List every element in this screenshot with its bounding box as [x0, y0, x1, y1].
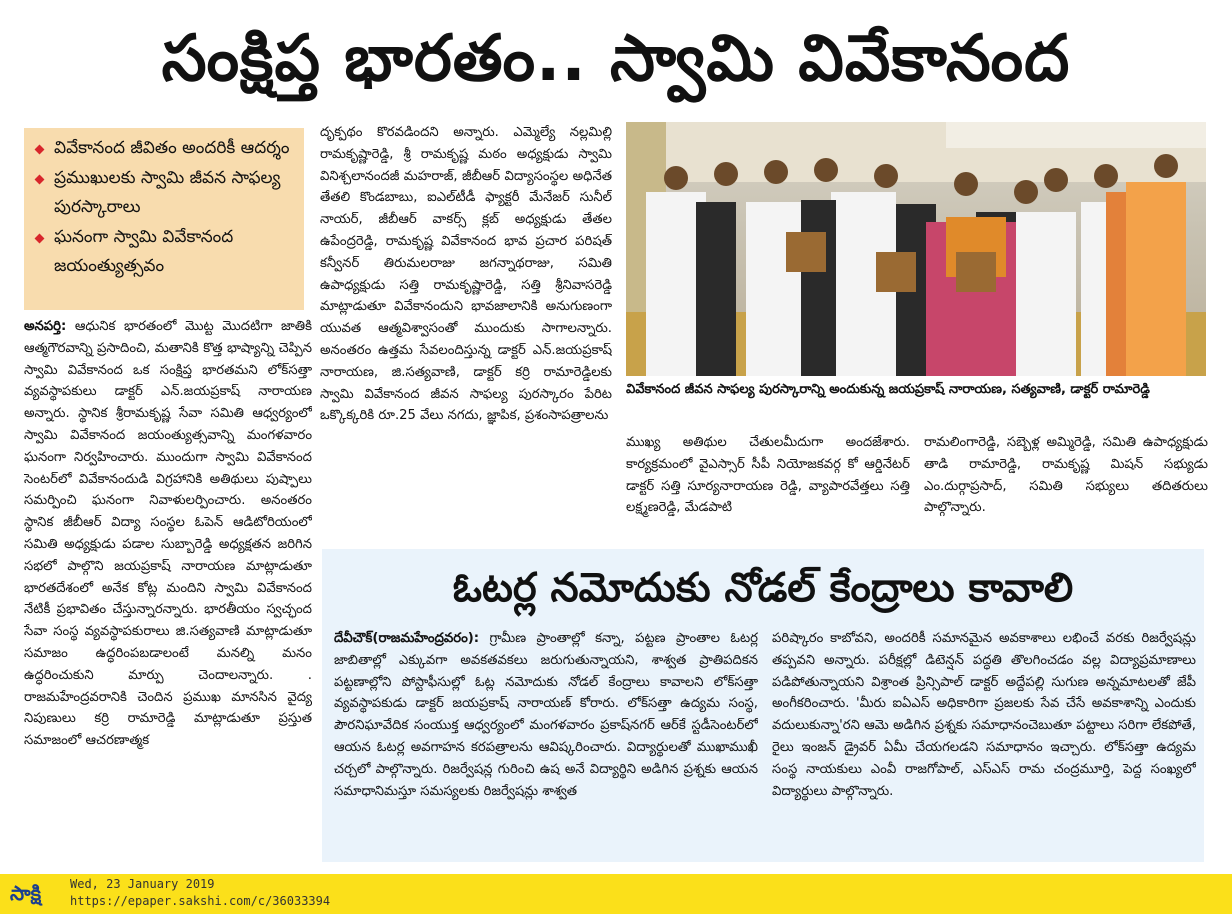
article2-column-1	[334, 628, 758, 854]
highlights-box	[24, 128, 304, 310]
bullet-icon	[35, 233, 45, 243]
highlight-item	[30, 164, 298, 223]
article-column-4	[924, 432, 1208, 542]
logo-mark	[6, 878, 64, 910]
footer-date: Wed, 23 January 2019	[70, 877, 215, 891]
article-column-2	[320, 122, 612, 542]
photo-caption: వివేకానంద జీవన సాఫల్య పురస్కారాన్ని అందుకున్న జయప్రకాష్ నారాయణ, సత్యవాణి, డాక్టర్ రామారెడ్డి	[626, 382, 1150, 397]
article-body: రామలింగారెడ్డి, సబ్బెళ్ల అమ్మిరెడ్డి, సమితి ఉపాధ్యక్షుడు తాడి రామారెడ్డి, రామకృష్ణ మిషన్ సభ్యుడు ఎం.దుర్గాప్రసాద్, సమితి సభ్యులు తదితరులు పాల్గొన్నారు.	[924, 435, 1208, 516]
highlight-text: ప్రముఖులకు స్వామి జీవన సాఫల్య పురస్కారాలు	[54, 167, 281, 217]
dateline: దేవీచౌక్(రాజమహేంద్రవరం):	[334, 631, 480, 646]
footer-url[interactable]: https://epaper.sakshi.com/c/36033394	[70, 894, 331, 908]
article-body: ముఖ్య అతిథుల చేతులమీదుగా అందజేశారు. కార్యక్రమంలో వైఎస్సార్ సీపీ నియోజకవర్గ కో ఆర్డినేటర్ డాక్టర్ సత్తి సూర్యనారాయణ రెడ్డి, వ్యాపారవేత్తలు సత్తి లక్ష్మణరెడ్డి, మేడపాటి	[626, 435, 910, 516]
svg-text:సాక్షి: సాక్షి	[10, 881, 42, 905]
article-column-3	[626, 432, 910, 542]
highlight-item	[30, 134, 298, 164]
bullet-icon	[35, 174, 45, 184]
article2-column-2	[772, 628, 1196, 854]
page-headline: సంక్షిప్త భారతం.. స్వామి వివేకానంద	[161, 22, 1071, 96]
highlight-item	[30, 223, 298, 282]
dateline: అనపర్తి:	[24, 319, 67, 334]
article-body: ఆధునిక భారతంలో మొట్ట మొదటిగా జాతికి ఆత్మగౌరవాన్ని ప్రసాదించి, మతానికి కొత్త భాష్యాన్ని చెప్పిన స్వామి వివేకానంద ఒక సంక్షిప్త భారతమని లోక్‌సత్తా వ్యవస్థాపకులు డాక్టర్ ఎన్.జయప్రకాష్ నారాయణ అన్నారు. స్థానిక శ్రీరామకృష్ణ సేవా సమితి ఆధ్వర్యంలో స్వామి వివేకానంద జయంత్యుత్సవాన్ని మంగళవారం ఘనంగా నిర్వహించారు. ముందుగా స్వామి వివేకానంద సెంటర్‌లో వివేకానందుడి విగ్రహానికి అతిథులు పుష్పాలు సమర్పించి ఘనంగా నివాళులర్పించారు. అనంతరం స్థానిక జీబీఆర్ విద్యా సంస్థల ఓపెన్ ఆడిటోరియంలో సమితి అధ్యక్షుడు పడాల సుబ్బారెడ్డి అధ్యక్షతన జరిగిన సభలో పాల్గొని జయప్రకాష్ నారాయణ మాట్లాడుతూ భారతదేశంలో అనేక కోట్ల మందిని స్వామి వివేకానంద నేటికీ ప్రభావితం చేస్తున్నారన్నారు. భారతీయం స్వచ్ఛంద సేవా సంస్థ వ్యవస్థాపకురాలు జి.సత్యవాణి మాట్లాడుతూ సమాజం ఉద్ధరింపబడాలంటే మనల్ని మనం ఉద్ధరించుకుని మార్పు చెందాలన్నారు. . రాజమహేంద్రవరానికి చెందిన ప్రముఖ మానసిన వైద్య నిపుణులు కర్రి రామారెడ్డి మాట్లాడుతూ ప్రస్తుత సమాజంలో ఆచరణాత్మక	[24, 319, 312, 749]
highlight-text: ఘనంగా స్వామి వివేకానంద జయంత్యుత్సవం	[54, 226, 234, 276]
photo-illustration	[626, 122, 1206, 376]
article-body: దృక్పథం కొరవడిందని అన్నారు. ఎమ్మెల్యే నల్లమిల్లి రామకృష్ణారెడ్డి, శ్రీ రామకృష్ణ మఠం అధ్యక్షుడు స్వామి వినిశ్చలానందజీ మహరాజ్, జీబీఆర్ విద్యాసంస్థల అధినేత తేతలి కొండబాబు, ఐఎల్‌టీడీ ఫ్యాక్టరీ మేనేజర్ సునీల్ నాయర్, జీబీఆర్ వాకర్స్ క్లబ్ అధ్యక్షుడు తేతల ఉపేంద్రరెడ్డి, రామకృష్ణ వివేకానంద భావ ప్రచార పరిషత్ కన్వీనర్ తిరుమలరాజు జగన్నాథరాజు, సమితి ఉపాధ్యక్షుడు సత్తి రామకృష్ణారెడ్డి, సత్తి శ్రీనివాసరెడ్డి మాట్లాడుతూ వివేకానందుని భావజాలానికి అనుగుణంగా యువత ఆత్మవిశ్వాసంతో ముందుకు సాగాలన్నారు. అనంతరం ఉత్తమ సేవలందిస్తున్న డాక్టర్ ఎన్.జయప్రకాష్ నారాయణ, జి.సత్యవాణి, డాక్టర్ కర్రి రామారెడ్డిలకు స్వామి వివేకానంద జీవన సాఫల్య పురస్కారం పేరిట ఒక్కొక్కరికి రూ.25 వేలు నగదు, జ్ఞాపిక, ప్రశంసాపత్రాలను	[320, 125, 612, 424]
article2-headline: ఓటర్ల నమోదుకు నోడల్ కేంద్రాలు కావాలి	[452, 565, 1074, 611]
article-body: పరిష్కారం కాబోవని, అందరికీ సమానమైన అవకాశాలు లభించే వరకు రిజర్వేషన్లు తప్పవని అన్నారు. పరీక్షల్లో డిటెన్షన్ పద్ధతి తొలగించడం వల్ల విద్యాప్రమాణాలు పడిపోతున్నాయని విశ్రాంత ప్రిన్సిపాల్ డాక్టర్ అద్దేపల్లి సుగుణ అన్నమాటలతో జేపీ అంగీకరించారు. 'మీరు ఐఏఎస్ అధికారిగా ప్రజలకు సేవ చేసే అవకాశాన్ని ఎందుకు వదులుకున్నా'రని ఆమె అడిగిన ప్రశ్నకు సమాధానంచెబుతూ పట్టాలు సరిగా లేకపోతే, రైలు ఇంజన్ డ్రైవర్ ఏమీ చేయగలడని సమాధానం ఇచ్చారు. లోక్‌సత్తా ఉద్యమ సంస్థ నాయకులు ఎంవీ రాజగోపాల్, ఎస్ఎస్ రామ చంద్రమూర్తి, పెద్ద సంఖ్యలో విద్యార్థులు పాల్గొన్నారు.	[772, 631, 1196, 799]
bullet-icon	[35, 145, 45, 155]
news-photo	[626, 122, 1206, 376]
highlight-text: వివేకానంద జీవితం అందరికీ ఆదర్శం	[54, 138, 290, 158]
article-column-1	[24, 316, 312, 872]
article-body: గ్రామీణ ప్రాంతాల్లో కన్నా, పట్టణ ప్రాంతాల ఓటర్ల జాబితాల్లో ఎక్కువగా అవకతవకలు జరుగుతున్నాయని, శాశ్వత ప్రాతిపదికన పట్టణాల్లోని పోస్టాఫీసుల్లో ఓట్ల నమోదుకు నోడల్ కేంద్రాలు కావాలని లోక్‌సత్తా వ్యవస్థాపకుడు డాక్టర్ జయప్రకాష్ నారాయణ్ కోరారు. లోక్‌సత్తా ఉద్యమ సంస్థ, పౌరనిఘావేదిక సంయుక్త ఆధ్వర్యంలో మంగళవారం ప్రకాష్‌నగర్ ఆర్‌కే స్టడీసెంటర్‌లో ఆయన ఓటర్ల అవగాహన కరపత్రాలను ఆవిష్కరించారు. విద్యార్థులతో ముఖాముఖీ చర్చలో పాల్గొన్నారు. రిజర్వేషన్ల గురించి ఉష అనే విద్యార్థిని అడిగిన ప్రశ్నకు ఆయన సమాధానిమస్తూ సమస్యలకు రిజర్వేషన్లు శాశ్వత	[334, 631, 758, 799]
sakshi-logo[interactable]	[6, 878, 64, 910]
